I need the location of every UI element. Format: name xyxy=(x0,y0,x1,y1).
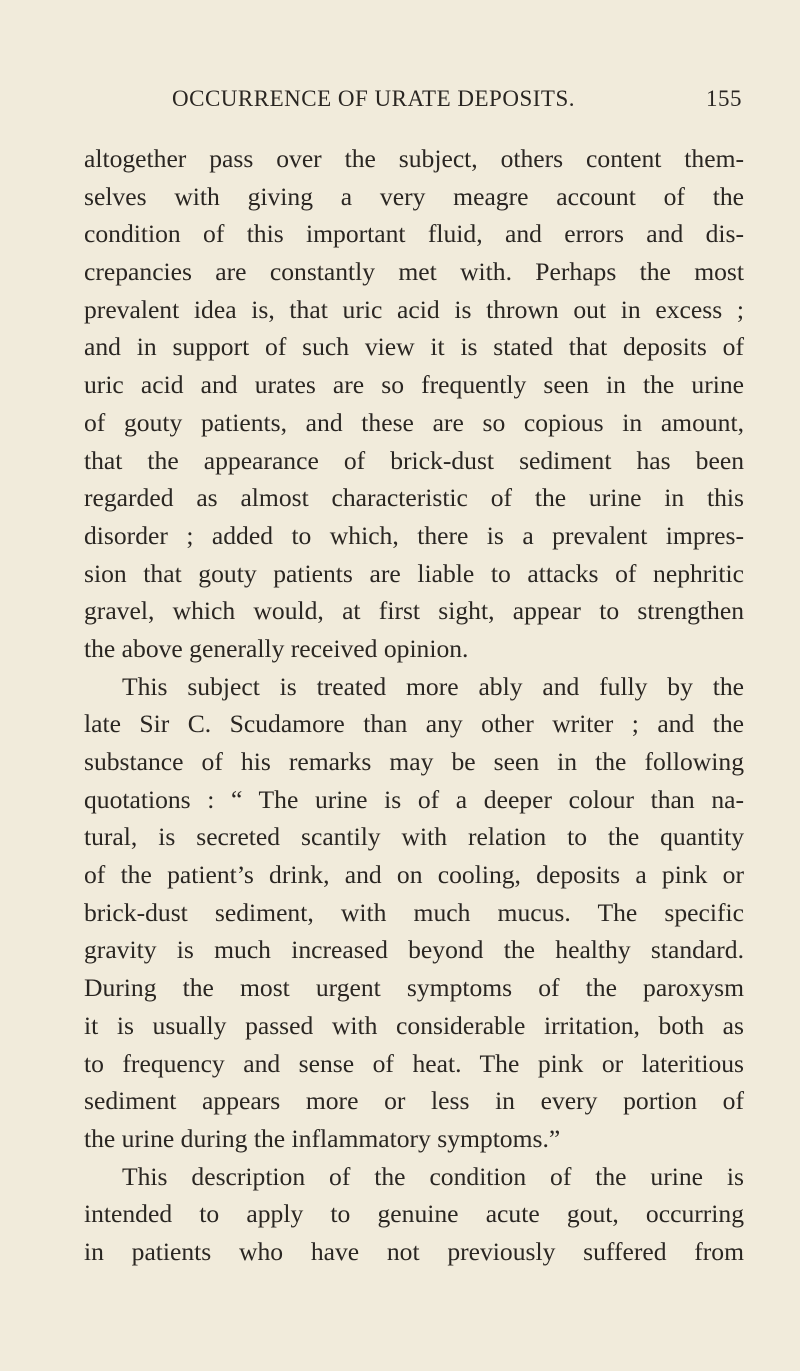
running-title: OCCURRENCE OF URATE DEPOSITS. xyxy=(172,86,575,111)
text-line: of gouty patients, and these are so copious in amount, xyxy=(84,407,744,437)
text-line: brick-dust sediment, with much mucus. The specific xyxy=(84,897,744,927)
text-line: late Sir C. Scudamore than any other writer ; and the xyxy=(84,709,744,739)
text-line: the above generally received opinion. xyxy=(84,633,469,663)
text-line: gravel, which would, at first sight, appear to strengthen xyxy=(84,596,744,626)
text-line: intended to apply to genuine acute gout, occurring xyxy=(84,1199,744,1229)
body-text xyxy=(84,140,744,1271)
text-line: it is usually passed with considerable irritation, both as xyxy=(84,1010,744,1040)
text-line: of the patient’s drink, and on cooling, deposits a pink or xyxy=(84,860,744,890)
text-line: and in support of such view it is stated that deposits of xyxy=(84,332,744,362)
text-line: condition of this important fluid, and errors and dis- xyxy=(84,219,744,249)
text-line: selves with giving a very meagre account of the xyxy=(84,181,744,211)
text-line: uric acid and urates are so frequently seen in the urine xyxy=(84,370,744,400)
text-line: to frequency and sense of heat. The pink or lateritious xyxy=(84,1048,744,1078)
text-line: sediment appears more or less in every portion of xyxy=(84,1086,744,1116)
text-line: in patients who have not previously suffered from xyxy=(84,1236,744,1266)
text-line: quotations : “ The urine is of a deeper colour than na- xyxy=(84,784,744,814)
text-line: This subject is treated more ably and fully by the xyxy=(122,671,744,701)
page-number: 155 xyxy=(706,86,742,111)
running-header xyxy=(172,86,742,118)
text-line: regarded as almost characteristic of the urine in this xyxy=(84,483,744,513)
text-line: tural, is secreted scantily with relation to the quantity xyxy=(84,822,744,852)
text-line: This description of the condition of the urine is xyxy=(122,1161,744,1191)
text-line: substance of his remarks may be seen in the following xyxy=(84,747,744,776)
text-line: sion that gouty patients are liable to attacks of nephritic xyxy=(84,558,744,588)
text-line: crepancies are constantly met with. Perhaps the most xyxy=(84,257,744,287)
text-line: prevalent idea is, that uric acid is thrown out in excess ; xyxy=(84,294,744,324)
text-line: the urine during the inflammatory symptoms.” xyxy=(84,1123,561,1153)
text-line: gravity is much increased beyond the healthy standard. xyxy=(84,935,744,965)
text-line: During the most urgent symptoms of the paroxysm xyxy=(84,973,744,1003)
text-line: altogether pass over the subject, others content them- xyxy=(84,144,744,173)
text-line: disorder ; added to which, there is a prevalent impres- xyxy=(84,520,744,550)
text-line: that the appearance of brick-dust sediment has been xyxy=(84,445,744,475)
